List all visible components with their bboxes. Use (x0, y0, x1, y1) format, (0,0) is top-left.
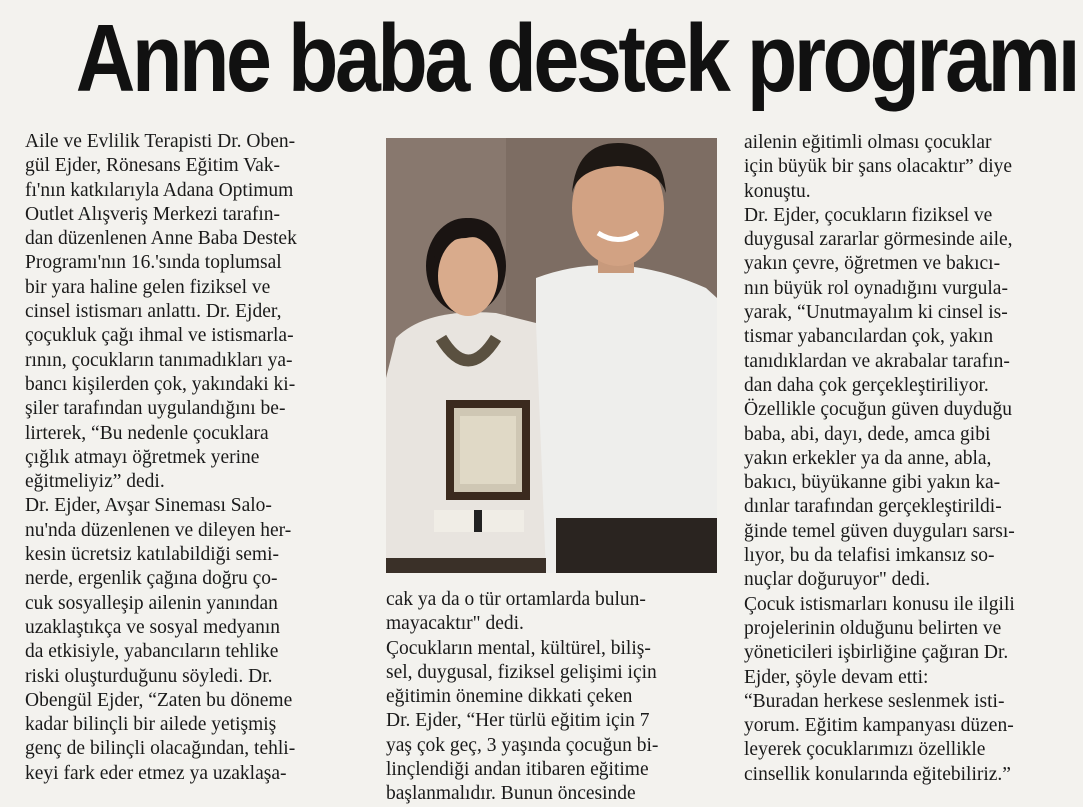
text-line: baba, abi, dayı, dede, amca gibi (744, 423, 991, 445)
text-line: nın büyük rol oynadığını vurgula- (744, 277, 1008, 299)
text-line: linçlendiği andan itibaren eğitime (386, 759, 649, 781)
text-line: duygusal zararlar görmesinde aile, (744, 229, 1013, 251)
text-line: dınlar tarafından gerçekleştirildi- (744, 496, 1002, 518)
text-line: kadar bilinçli bir ailede yetişmiş (25, 714, 277, 736)
text-line: yakın çevre, öğretmen ve bakıcı- (744, 253, 1001, 275)
text-line: cinsellik konularında eğitebiliriz.” (744, 763, 1011, 785)
text-line: tismar yabancılardan çok, yakın (744, 326, 994, 348)
text-line: mayacaktır" dedi. (386, 613, 524, 635)
text-line: Çocuk istismarları konusu ile ilgili (744, 593, 1015, 615)
text-line: tanıdıklardan ve akrabalar tarafın- (744, 350, 1010, 372)
article-column-3 (744, 131, 1079, 787)
text-line: Dr. Ejder, Avşar Sineması Salo- (25, 495, 272, 517)
text-line: da etkisiyle, yabancıların tehlike (25, 641, 279, 663)
text-line: gül Ejder, Rönesans Eğitim Vak- (25, 155, 281, 177)
text-line: Dr. Ejder, çocukların fiziksel ve (744, 204, 993, 226)
article-column-1 (25, 130, 375, 786)
text-line: nerde, ergenlik çağına doğru ço- (25, 568, 278, 590)
text-line: yorum. Eğitim kampanyası düzen- (744, 715, 1014, 737)
text-line: kesin ücretsiz katılabildiği semi- (25, 544, 279, 566)
text-line: eğitmeliyiz” dedi. (25, 471, 165, 493)
text-line: başlanmalıdır. Bunun öncesinde (386, 783, 636, 805)
text-line: bakıcı, büyükanne gibi yakın ka- (744, 472, 1001, 494)
text-line: dan daha çok gerçekleştiriliyor. (744, 374, 989, 396)
article-column-2 (386, 588, 726, 807)
text-line: Obengül Ejder, “Zaten bu döneme (25, 689, 293, 711)
text-line: ğinde temel güven duyguları sarsı- (744, 520, 1015, 542)
text-line: keyi fark eder etmez ya uzaklaşa- (25, 762, 287, 784)
text-line: Programı'nın 16.'sında toplumsal (25, 252, 282, 274)
text-line: yarak, “Unutmayalım ki cinsel is- (744, 302, 1008, 324)
text-line: leyerek çocuklarımızı özellikle (744, 739, 986, 761)
text-line: Dr. Ejder, “Her türlü eğitim için 7 (386, 710, 650, 732)
text-line: “Buradan herkese seslenmek isti- (744, 690, 1005, 712)
text-line: nuçlar doğuruyor" dedi. (744, 569, 931, 591)
text-line: bancı kişilerden çok, yakındaki ki- (25, 373, 296, 395)
text-line: cinsel istismarı anlattı. Dr. Ejder, (25, 301, 282, 323)
text-line: yaş çok geç, 3 yaşında çocuğun bi- (386, 734, 659, 756)
text-line: çoçukluk çağı ihmal ve istismarla- (25, 325, 294, 347)
text-line: ailenin eğitimli olması çocuklar (744, 132, 992, 153)
text-line: Outlet Alışveriş Merkezi tarafın- (25, 203, 281, 225)
text-line: konuştu. (744, 180, 811, 202)
text-line: Aile ve Evlilik Terapisti Dr. Oben- (25, 131, 296, 152)
text-line: projelerinin olduğunu belirten ve (744, 617, 1002, 639)
text-line: Özellikle çocuğun güven duyduğu (744, 399, 1013, 421)
text-line: bir yara haline gelen fiziksel ve (25, 276, 271, 298)
headline: Anne baba destek programı (75, 5, 1078, 112)
text-line: dan düzenlenen Anne Baba Destek (25, 228, 297, 250)
photo-icon (386, 138, 717, 573)
text-line: Çocukların mental, kültürel, biliş- (386, 637, 651, 659)
text-line: çığlık atmayı öğretmek yerine (25, 446, 260, 468)
text-line: cak ya da o tür ortamlarda bulun- (386, 589, 646, 610)
text-line: lıyor, bu da telafisi imkansız so- (744, 545, 995, 567)
article-photo (386, 138, 717, 573)
text-line: fı'nın katkılarıyla Adana Optimum (25, 179, 294, 201)
text-line: yakın erkekler ya da anne, abla, (744, 447, 992, 469)
text-line: için büyük bir şans olacaktır” diye (744, 156, 1013, 178)
text-line: şiler tarafından uygulandığını be- (25, 398, 286, 420)
text-line: sel, duygusal, fiziksel gelişimi için (386, 661, 657, 683)
text-line: Ejder, şöyle devam etti: (744, 666, 929, 688)
text-line: genç de bilinçli olacağından, tehli- (25, 738, 296, 760)
text-line: cuk sosyalleşip ailenin yanından (25, 592, 278, 614)
text-line: uzaklaştıkça ve sosyal medyanın (25, 616, 281, 638)
text-line: yöneticileri işbirliğine çağıran Dr. (744, 642, 1009, 664)
text-line: lirterek, “Bu nedenle çocuklara (25, 422, 269, 444)
text-line: riski oluşturduğunu söyledi. Dr. (25, 665, 273, 687)
text-line: rının, çocukların tanımadıkları ya- (25, 349, 293, 371)
text-line: eğitimin önemine dikkati çeken (386, 686, 633, 708)
text-line: nu'nda düzenlenen ve dileyen her- (25, 519, 292, 541)
